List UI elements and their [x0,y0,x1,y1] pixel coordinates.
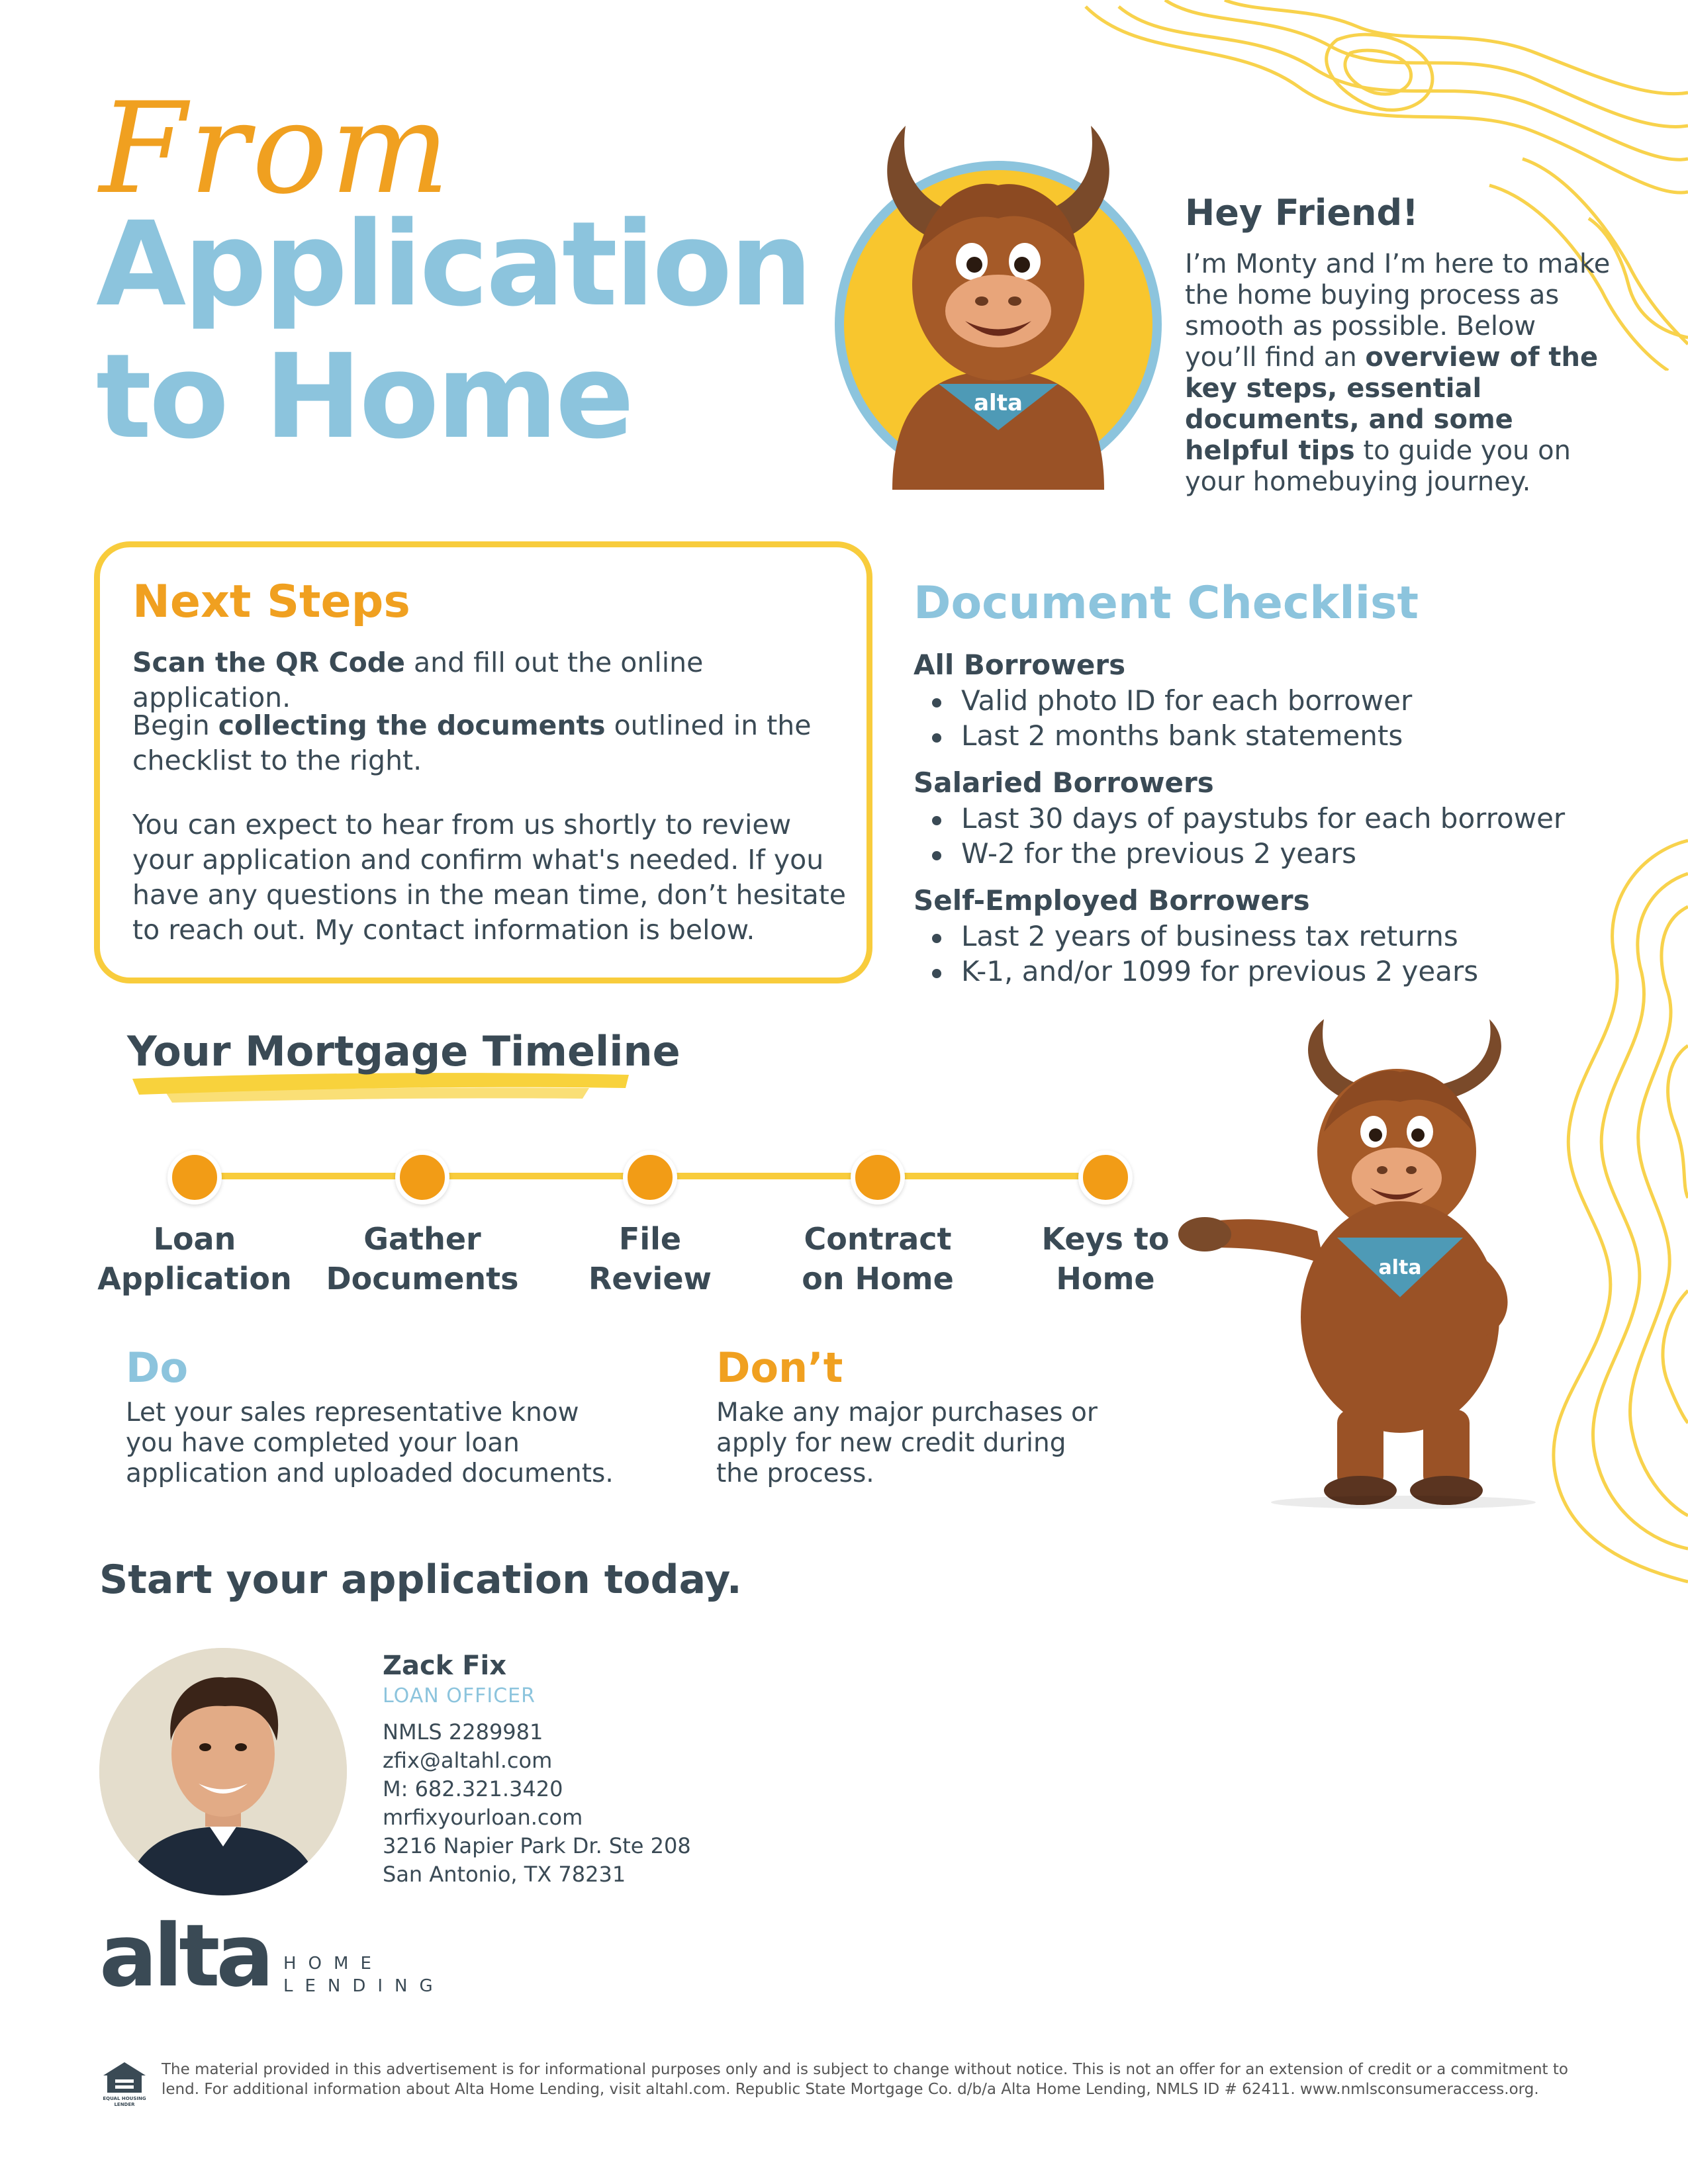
checklist-item: Last 2 months bank statements [932,719,1403,752]
timeline-dot [395,1150,449,1205]
timeline-step-label: Contract on Home [802,1221,954,1297]
loan-officer-photo [99,1648,347,1895]
intro-text-2: to guide you on your homebuying journey. [1185,435,1571,497]
bandana-logo-2: alta [1378,1256,1422,1279]
next-step-2-pre: Begin [132,709,218,741]
do-heading: Do [126,1343,189,1392]
next-step-2 [132,708,861,778]
next-step-1-rest: and fill out the online application. [132,647,704,713]
timeline-dot [167,1150,222,1205]
next-step-2-rest: outlined in the checklist to the right. [132,709,812,776]
officer-website[interactable]: mrfixyourloan.com [383,1805,583,1830]
timeline-step-label: Gather Documents [326,1221,519,1297]
bandana-logo-1: alta [974,390,1023,416]
disclaimer-text: The material provided in this advertisement is for informational purposes only and is subject to change without notice. This is not an offer for an extension of credit or a commitment to lend. For additional information about Alta Home Lending, visit altahl.com. Republic State Mortgage Co. d/b/a Alta Home Lending, NMLS ID # 62411. www.nmlsconsumeraccess.org. [162,2061,1568,2098]
timeline-dot [1078,1150,1133,1205]
next-step-1 [132,645,861,715]
dont-text: Make any major purchases or apply for new credit during the process. [716,1398,1098,1488]
timeline-step-label: File Review [588,1221,712,1297]
equal-housing-lender-icon [99,2058,150,2109]
page-title [96,199,810,463]
officer-email[interactable]: zfix@altahl.com [383,1748,553,1773]
checklist-item: Last 30 days of paystubs for each borrower [932,802,1565,835]
checklist-item: W-2 for the previous 2 years [932,837,1356,870]
officer-nmls: NMLS 2289981 [383,1719,543,1745]
alta-logo-subtitle: HOME LENDING [283,1954,445,1996]
timeline-dot [851,1150,905,1205]
script-heading: From [99,75,453,222]
mascot-pointing [1172,1019,1582,1509]
officer-name: Zack Fix [383,1651,507,1681]
timeline-title: Your Mortgage Timeline [127,1027,680,1075]
timeline-step-label: Loan Application [97,1221,292,1297]
mascot-portrait [833,119,1164,490]
timeline-dot [623,1150,677,1205]
checklist-title: Document Checklist [914,577,1419,629]
svg-text:LENDER: LENDER [114,2102,135,2107]
alta-logo: alta [99,1905,271,2006]
officer-address-2: San Antonio, TX 78231 [383,1862,626,1887]
checklist-item: K-1, and/or 1099 for previous 2 years [932,955,1478,987]
checklist-group-heading: All Borrowers [914,649,1126,681]
do-text: Let your sales representative know you have completed your loan application and uploaded documents. [126,1398,614,1488]
intro-text-bold: overview of the key steps, essential documents, and some helpful tips [1185,342,1599,466]
next-steps-title: Next Steps [132,576,410,628]
qr-code-instruction: Scan the QR Code [132,647,405,678]
title-line-2: to Home [96,329,632,465]
cta-heading: Start your application today. [99,1557,742,1603]
timeline-step-label: Keys to Home [1041,1221,1170,1297]
officer-phone[interactable]: M: 682.321.3420 [383,1776,563,1801]
intro-body [1185,249,1615,498]
next-step-3: You can expect to hear from us shortly to review your application and confirm what's needed. If you have any questions in the mean time, don’t hesitate to reach out. My contact information is below. [132,809,846,946]
svg-text:EQUAL HOUSING: EQUAL HOUSING [103,2096,146,2101]
checklist-group-heading: Self-Employed Borrowers [914,884,1310,917]
officer-role: LOAN OFFICER [383,1684,536,1707]
officer-address-1: 3216 Napier Park Dr. Ste 208 [383,1833,691,1858]
dont-heading: Don’t [716,1343,843,1392]
title-line-1: Application [96,197,810,332]
intro-text-1: I’m Monty and I’m here to make the home buying process as smooth as possible. Below you’ll find an [1185,249,1611,373]
checklist-item: Valid photo ID for each borrower [932,684,1412,717]
checklist-item: Last 2 years of business tax returns [932,920,1458,952]
checklist-group-heading: Salaried Borrowers [914,766,1214,799]
next-step-2-bold: collecting the documents [218,709,606,741]
intro-heading: Hey Friend! [1185,192,1419,234]
